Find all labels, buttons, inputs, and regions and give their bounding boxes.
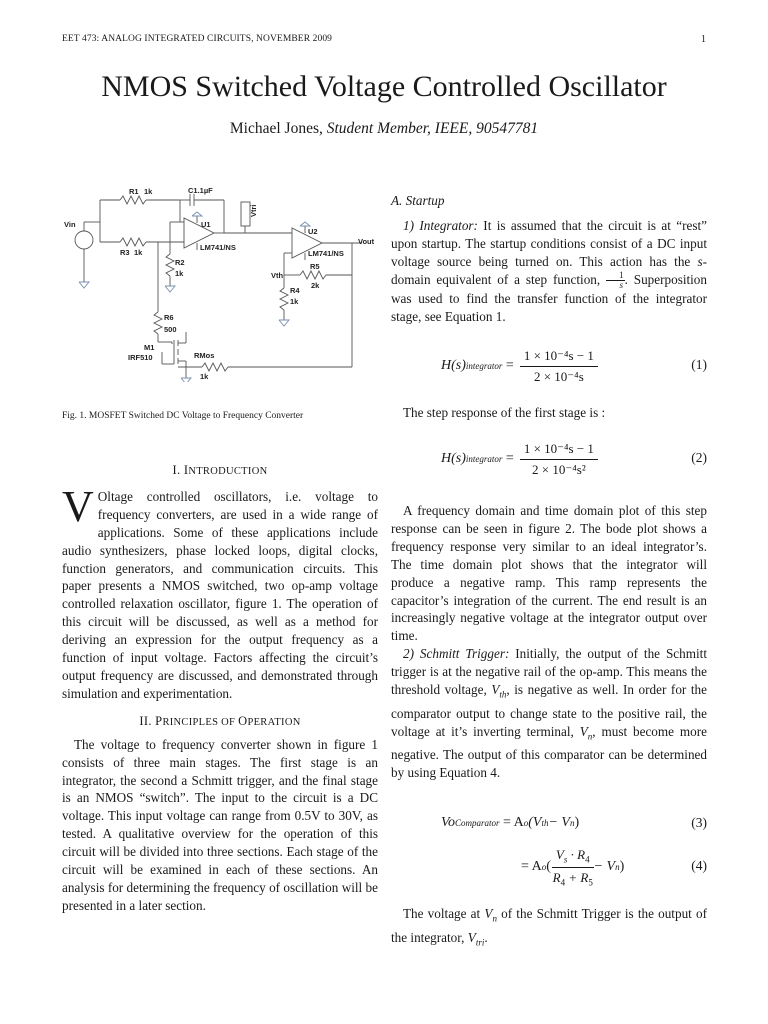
r2-resistor xyxy=(166,254,174,276)
circuit-schematic-figure xyxy=(62,182,378,382)
principles-heading: II. PRINCIPLES OF OPERATION xyxy=(139,713,301,728)
startup-heading: A. Startup xyxy=(391,193,445,208)
label-u2: U2 xyxy=(308,227,318,236)
label-u1: U1 xyxy=(201,220,211,229)
intro-section xyxy=(62,462,378,915)
r6-resistor xyxy=(154,312,162,334)
label-rmos: RMos xyxy=(194,351,215,360)
equation-2: H(s) integrator = $\frac{\text{1 × 10⁻⁴s − 1}}{\text{2 × 10⁻⁴s²}}$ (2) xyxy=(441,440,707,477)
figure-caption: Fig. 1. MOSFET Switched DC Voltage to Frequency Converter xyxy=(62,411,304,421)
label-r2-value: 1k xyxy=(175,269,184,278)
label-m1: M1 xyxy=(144,343,155,352)
label-r5: R5 xyxy=(310,262,320,271)
running-header: EET 473: ANALOG INTEGRATED CIRCUITS, NOVEMBER 2009 xyxy=(62,34,333,44)
label-r2: R2 xyxy=(175,258,185,267)
intro-dropcap: V xyxy=(62,481,94,531)
label-vtri: Vtri xyxy=(249,204,258,217)
label-c1: C1.1µF xyxy=(188,186,213,195)
label-r5-value: 2k xyxy=(311,281,320,290)
step-response-text: The step response of the first stage is : xyxy=(403,405,606,420)
label-r4-value: 1k xyxy=(290,297,299,306)
author-affiliation: Student Member, IEEE, 90547781 xyxy=(326,120,539,137)
intro-heading: I. INTRODUCTION xyxy=(172,463,268,477)
label-r3: R3 xyxy=(120,248,130,257)
label-vout: Vout xyxy=(358,237,375,246)
r5-resistor xyxy=(300,271,326,279)
label-vin: Vin xyxy=(64,220,76,229)
label-u1-model: LM741/NS xyxy=(200,243,236,252)
rmos-resistor xyxy=(202,363,228,371)
label-u2-model: LM741/NS xyxy=(308,249,344,258)
equation-1: H(s) integrator = $\frac{\text{1 × 10⁻⁴s − 1}}{\text{2 × 10⁻⁴s}}$ (1) xyxy=(441,347,707,384)
principles-text: The voltage to frequency converter shown in figure 1 consists of three main stages. The first stage is an integrator, the second a Schmitt trigger, and the final stage is an NMOS “switch”. The input to the circuit is a DC voltage. This input voltage can range from 0.5V to 30V, as tested. A qualitative overview for the operation of this circuit will be divided into three sections. Each stage of the circuit will be examined in each of these sections. An analysis for determining the frequency of oscillation will be presented in a later section. xyxy=(62,736,378,913)
author-line xyxy=(0,120,768,138)
equation-3: Vo Comparator = A o (V th − V n ) (3) xyxy=(441,815,707,830)
integrator-paragraph: 1) Integrator: It is assumed that the circuit is at “rest” upon startup. The startup conditions consist of a DC input voltage source being turned on. This action has the s-domain equivalent of a step function, $\frac{1}{s}$ . Superposition was used to find the transfer function of the integrator stage, see Equation 1. xyxy=(391,217,707,324)
label-r1: R1 xyxy=(129,187,139,196)
label-r4: R4 xyxy=(290,286,300,295)
author-name: Michael Jones, xyxy=(229,120,327,137)
label-m1-model: IRF510 xyxy=(128,353,153,362)
step-response-discussion: A frequency domain and time domain plot of this step response can be seen in figure 2. The bode plot shows a frequency response very similar to an ideal integrator’s. The time domain plot shows that the integrator will produce a negative ramp. This ramp represents the capacitor’s integration of the current. The end result is an increasingly negative voltage at the integrator output over time. xyxy=(391,503,707,644)
schmitt-paragraph: 2) Schmitt Trigger: Initially, the output of the Schmitt trigger is at the negative rail of the op-amp. This means the threshold voltage, $V_{th}$, is negative as well. In order for the comparator output to change state to the positive rail, the voltage at it’s inverting terminal, $V_n$, must become more negative. The output of this comparator can be determined by using Equation 4. xyxy=(391,646,707,780)
final-paragraph-block xyxy=(391,905,707,952)
startup-section-top xyxy=(391,192,707,326)
intro-text: Oltage controlled oscillators, i.e. voltage to frequency converters, are used in a wide range of applications. Some of these applications include audio synthesizers, phase locked loops, digital clocks, function generators, and communication circuits. This paper presents a NMOS switched, two op-amp voltage controlled relaxation oscillator, figure 1. The operation of this circuit will be discussed, as well as a method for deriving an expression for the output frequency as a function of input voltage. Factors affecting the circuit’s output frequency are discussed, and demonstrated through simulation and experimentation. xyxy=(62,488,378,701)
r3-resistor xyxy=(120,238,146,246)
r4-resistor xyxy=(280,288,288,310)
label-vth: Vth xyxy=(271,271,284,280)
label-r3-value: 1k xyxy=(134,248,143,257)
label-rmos-value: 1k xyxy=(200,372,209,381)
label-r6: R6 xyxy=(164,313,174,322)
page-number: 1 xyxy=(701,34,706,45)
label-r1-value: 1k xyxy=(144,187,153,196)
step-response-text-block xyxy=(391,404,707,422)
startup-section-bottom xyxy=(391,502,707,782)
equation-4: = A o ( $\frac{V_s \cdot R_4}{R_4 + R_5}$ − V n ) (4) xyxy=(521,846,707,888)
final-paragraph: The voltage at $V_n$ of the Schmitt Trigger is the output of the integrator, $V_{tri}$. xyxy=(391,906,707,948)
paper-title: NMOS Switched Voltage Controlled Oscillator xyxy=(101,70,667,103)
r1-resistor xyxy=(120,196,146,204)
label-r6-value: 500 xyxy=(164,325,177,334)
vin-source-symbol xyxy=(75,231,93,249)
